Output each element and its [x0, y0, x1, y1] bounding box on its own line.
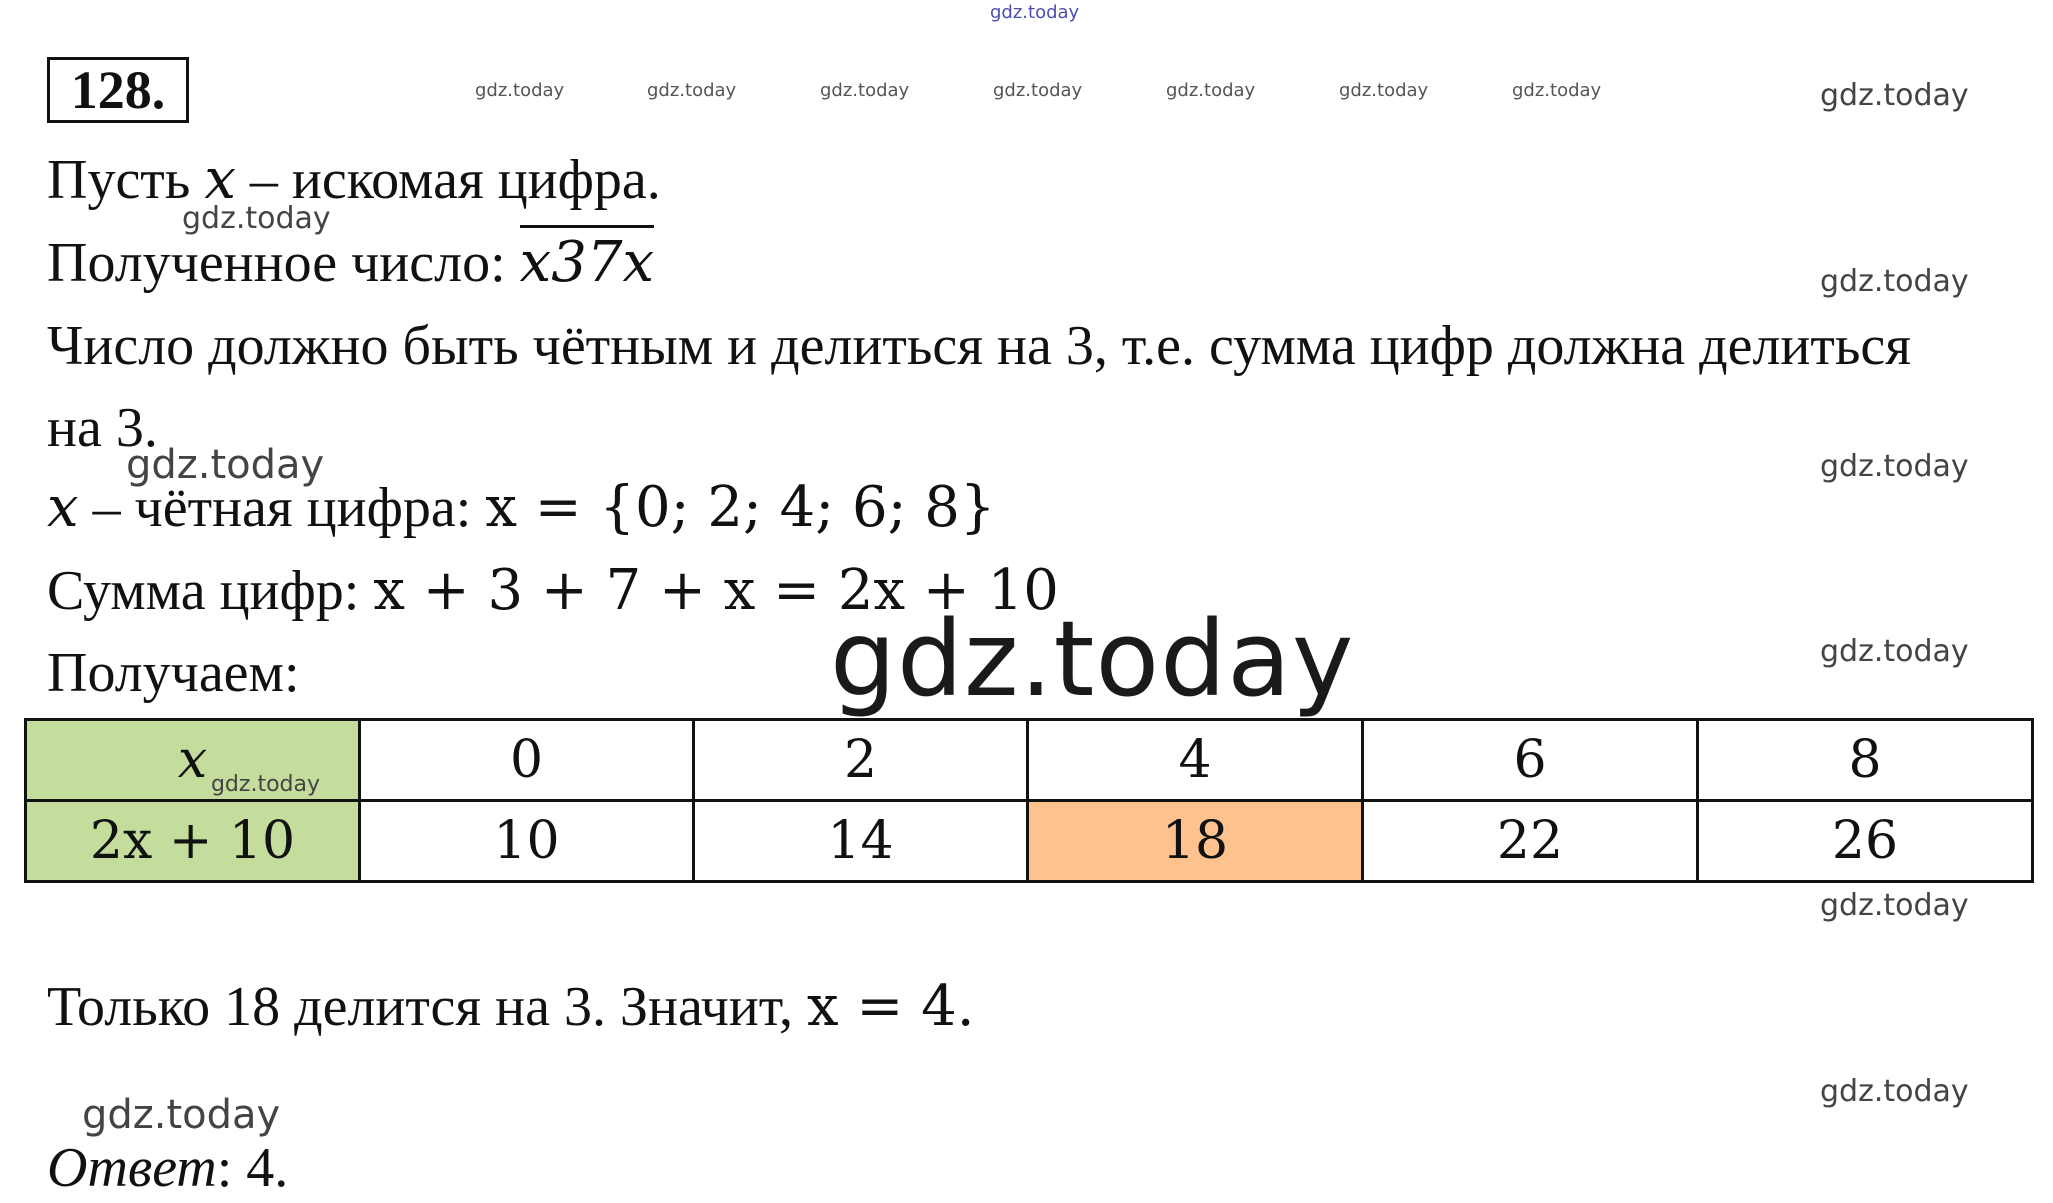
watermark-left-1: gdz.today: [182, 201, 331, 236]
watermark-small-6: gdz.today: [1339, 80, 1429, 101]
table-cell: 4: [1028, 720, 1363, 801]
watermark-right-4: gdz.today: [1820, 634, 1969, 669]
overlined-number: x37x: [520, 225, 654, 295]
table-cell: 22: [1363, 801, 1698, 882]
watermark-small-3: gdz.today: [820, 80, 910, 101]
digit-sum-text: Сумма цифр:: [47, 560, 374, 622]
watermark-top: gdz.today: [990, 2, 1080, 23]
intro-prefix: Пусть: [47, 149, 205, 211]
variable-x: x: [204, 147, 236, 212]
digit-sum-expr: x + 3 + 7 + x = 2x + 10: [373, 558, 1059, 623]
conclusion-line: [47, 974, 975, 1039]
watermark-small-5: gdz.today: [1166, 80, 1256, 101]
table-row: [26, 720, 2033, 801]
watermark-right-5: gdz.today: [1820, 888, 1969, 923]
table-cell: 26: [1698, 801, 2033, 882]
watermark-cell: gdz.today: [210, 772, 320, 797]
table-cell: 0: [360, 720, 694, 801]
watermark-large: gdz.today: [830, 598, 1355, 720]
conclusion-text: Только 18 делится на 3. Значит,: [47, 976, 807, 1038]
table-cell: 10: [360, 801, 694, 882]
watermark-right-6: gdz.today: [1820, 1074, 1969, 1109]
condition-line-cont: на 3.: [47, 397, 158, 459]
watermark-small-7: gdz.today: [1512, 80, 1602, 101]
intro-line: [47, 147, 661, 212]
number-prefix: Полученное число:: [47, 232, 520, 294]
table-cell-highlighted: 18: [1028, 801, 1363, 882]
intro-suffix: – искомая цифра.: [235, 149, 661, 211]
result-intro-line: Получаем:: [47, 642, 300, 704]
even-digit-line: [47, 475, 996, 540]
answer-value: : 4.: [216, 1137, 289, 1199]
values-table: [24, 718, 2034, 883]
watermark-left-2: gdz.today: [126, 442, 325, 488]
answer-line: [47, 1137, 289, 1199]
answer-label: Ответ: [47, 1137, 217, 1199]
number-line: [47, 230, 655, 295]
watermark-left-3: gdz.today: [82, 1092, 281, 1138]
watermark-small-2: gdz.today: [647, 80, 737, 101]
table-row: [26, 801, 2033, 882]
watermark-small-4: gdz.today: [993, 80, 1083, 101]
row-header-x: x gdz.today: [26, 720, 360, 801]
table-cell: 14: [694, 801, 1028, 882]
watermark-right-3: gdz.today: [1820, 449, 1969, 484]
watermark-right-2: gdz.today: [1820, 264, 1969, 299]
table-cell: 6: [1363, 720, 1698, 801]
conclusion-expr: x = 4.: [807, 974, 975, 1039]
even-digit-text: – чётная цифра:: [78, 477, 486, 539]
watermark-small-1: gdz.today: [475, 80, 565, 101]
problem-number: 128.: [47, 57, 189, 123]
table-cell: 8: [1698, 720, 2033, 801]
condition-line: Число должно быть чётным и делиться на 3, т.е. сумма цифр должна делиться: [47, 315, 1912, 377]
table-cell: 2: [694, 720, 1028, 801]
watermark-right-1: gdz.today: [1820, 78, 1969, 113]
even-digit-set: x = {0; 2; 4; 6; 8}: [485, 475, 996, 540]
row-header-sum: 2x + 10: [26, 801, 360, 882]
variable-x: x: [47, 475, 79, 540]
